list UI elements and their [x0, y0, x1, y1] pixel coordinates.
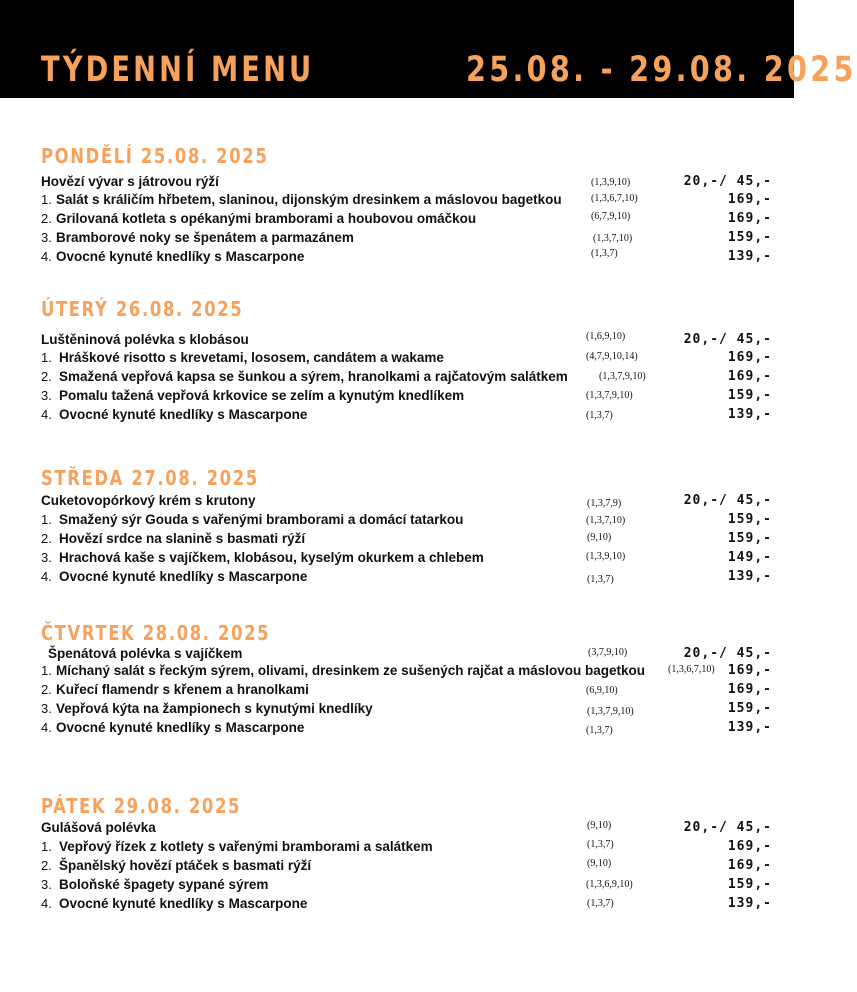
day-title-friday: PÁTEK 29.08. 2025: [41, 794, 242, 818]
day-title-wednesday: STŘEDA 27.08. 2025: [41, 466, 259, 490]
item-number: 2.: [41, 369, 52, 384]
item-allergens: (1,3,7,10): [586, 515, 626, 526]
header-bar: [0, 0, 857, 98]
menu-row: [0, 699, 794, 718]
item-price: 20,-/ 45,-: [683, 493, 772, 508]
item-price: 169,-: [727, 192, 772, 207]
item-name: Cuketovopórkový krém s krutony: [41, 493, 256, 508]
day-title-monday: PONDĚLÍ 25.08. 2025: [41, 144, 269, 168]
item-allergens: (9,10): [587, 820, 612, 831]
item-name: Hráškové risotto s krevetami, lososem, candátem a wakame: [59, 350, 444, 365]
menu-row: [0, 247, 794, 266]
item-allergens: (1,3,7,10): [593, 233, 633, 244]
item-price: 139,-: [727, 896, 772, 911]
menu-row: [0, 894, 794, 913]
item-allergens: (1,3,7,9): [587, 498, 622, 509]
item-allergens: (1,3,6,7,10): [591, 193, 638, 204]
item-name: Smažený sýr Gouda s vařenými bramborami a domácí tatarkou: [59, 512, 464, 527]
menu-row: [0, 567, 794, 586]
item-number: 1.: [41, 663, 52, 678]
item-number: 2.: [41, 211, 52, 226]
item-allergens: (1,3,7): [587, 574, 614, 585]
item-number: 3.: [41, 701, 52, 716]
item-number: 4.: [41, 249, 52, 264]
item-price: 169,-: [727, 350, 772, 365]
item-allergens: (1,3,6,7,10): [668, 664, 715, 675]
item-allergens: (1,3,9,10): [591, 177, 631, 188]
menu-row: [0, 661, 794, 680]
item-name: Kuřecí flamendr s křenem a hranolkami: [56, 682, 309, 697]
item-number: 2.: [41, 531, 52, 546]
item-number: 3.: [41, 877, 52, 892]
item-name: Ovocné kynuté knedlíky s Mascarpone: [59, 896, 308, 911]
item-name: Grilovaná kotleta s opékanými bramborami a houbovou omáčkou: [56, 211, 477, 226]
menu-row: [0, 875, 794, 894]
item-price: 159,-: [727, 531, 772, 546]
item-allergens: (1,3,7,9,10): [586, 390, 633, 401]
item-price: 169,-: [727, 211, 772, 226]
item-price: 159,-: [727, 230, 772, 245]
item-allergens: (6,7,9,10): [591, 211, 631, 222]
item-price: 20,-/ 45,-: [683, 174, 772, 189]
item-name: Míchaný salát s řeckým sýrem, olivami, dresinkem ze sušených rajčat a máslovou bagetkou: [56, 663, 646, 678]
menu-row: [0, 718, 794, 737]
menu-row: [0, 330, 794, 349]
item-number: 3.: [41, 230, 52, 245]
item-number: 2.: [41, 682, 52, 697]
item-name: Ovocné kynuté knedlíky s Mascarpone: [56, 249, 305, 264]
item-allergens: (3,7,9,10): [588, 647, 628, 658]
menu-row: [0, 818, 794, 837]
item-allergens: (9,10): [587, 532, 612, 543]
item-allergens: (1,3,7): [591, 248, 618, 259]
item-allergens: (1,3,7): [587, 898, 614, 909]
item-price: 169,-: [727, 369, 772, 384]
item-name: Hrachová kaše s vajíčkem, klobásou, kyselým okurkem a chlebem: [59, 550, 484, 565]
item-allergens: (1,3,7): [586, 725, 613, 736]
menu-row: [0, 856, 794, 875]
item-name: Ovocné kynuté knedlíky s Mascarpone: [59, 407, 308, 422]
item-allergens: (9,10): [587, 858, 612, 869]
menu-row: [0, 529, 794, 548]
item-price: 159,-: [727, 388, 772, 403]
item-price: 139,-: [727, 569, 772, 584]
item-number: 1.: [41, 512, 52, 527]
item-name: Ovocné kynuté knedlíky s Mascarpone: [56, 720, 305, 735]
item-number: 4.: [41, 720, 52, 735]
menu-row: [0, 172, 794, 191]
item-allergens: (1,3,6,9,10): [586, 879, 633, 890]
date-range: 25.08. - 29.08. 2025: [466, 50, 857, 90]
item-number: 3.: [41, 388, 52, 403]
item-number: 1.: [41, 350, 52, 365]
item-name: Pomalu tažená vepřová krkovice se zelím a kynutým knedlíkem: [59, 388, 465, 403]
item-allergens: (1,3,9,10): [586, 551, 626, 562]
menu-row: [0, 386, 794, 405]
item-number: 2.: [41, 858, 52, 873]
item-allergens: (1,3,7): [586, 410, 613, 421]
item-price: 169,-: [727, 663, 772, 678]
item-name: Boloňské špagety sypané sýrem: [59, 877, 269, 892]
menu-row: [0, 209, 794, 228]
item-price: 159,-: [727, 701, 772, 716]
menu-row: [0, 405, 794, 424]
item-name: Španělský hovězí ptáček s basmati rýží: [59, 858, 312, 873]
item-name: Hovězí srdce na slanině s basmati rýží: [59, 531, 306, 546]
menu-row: [0, 510, 794, 529]
item-price: 169,-: [727, 682, 772, 697]
item-name: Smažená vepřová kapsa se šunkou a sýrem, hranolkami a rajčatovým salátkem: [59, 369, 568, 384]
menu-row: [0, 680, 794, 699]
item-price: 20,-/ 45,-: [683, 332, 772, 347]
item-name: Bramborové noky se špenátem a parmazánem: [56, 230, 354, 245]
item-allergens: (1,3,7,9,10): [599, 371, 646, 382]
item-allergens: (1,3,7,9,10): [587, 706, 634, 717]
item-price: 139,-: [727, 249, 772, 264]
item-price: 169,-: [727, 839, 772, 854]
item-price: 139,-: [727, 407, 772, 422]
item-allergens: (6,9,10): [586, 685, 618, 696]
item-name: Ovocné kynuté knedlíky s Mascarpone: [59, 569, 308, 584]
menu-row: [0, 837, 794, 856]
menu-row: [0, 190, 794, 209]
item-allergens: (4,7,9,10,14): [586, 351, 638, 362]
item-number: 3.: [41, 550, 52, 565]
item-allergens: (1,3,7): [587, 839, 614, 850]
item-name: Vepřový řízek z kotlety s vařenými bramborami a salátkem: [59, 839, 433, 854]
item-name: Vepřová kýta na žampionech s kynutými knedlíky: [56, 701, 373, 716]
item-price: 159,-: [727, 512, 772, 527]
item-price: 149,-: [727, 550, 772, 565]
item-name: Salát s králičím hřbetem, slaninou, dijonským dresinkem a máslovou bagetkou: [56, 192, 562, 207]
item-name: Hovězí vývar s játrovou rýží: [41, 174, 219, 189]
menu-row: [0, 348, 794, 367]
item-name: Špenátová polévka s vajíčkem: [48, 646, 243, 661]
menu-row: [0, 367, 794, 386]
menu-row: [0, 491, 794, 510]
item-price: 20,-/ 45,-: [683, 820, 772, 835]
menu-row: [0, 228, 794, 247]
item-number: 1.: [41, 839, 52, 854]
menu-row: [0, 548, 794, 567]
item-price: 169,-: [727, 858, 772, 873]
item-number: 1.: [41, 192, 52, 207]
item-name: Gulášová polévka: [41, 820, 156, 835]
menu-title: TÝDENNÍ MENU: [41, 50, 315, 90]
item-number: 4.: [41, 896, 52, 911]
item-allergens: (1,6,9,10): [586, 331, 626, 342]
item-name: Luštěninová polévka s klobásou: [41, 332, 249, 347]
item-number: 4.: [41, 569, 52, 584]
item-number: 4.: [41, 407, 52, 422]
item-price: 159,-: [727, 877, 772, 892]
item-price: 20,-/ 45,-: [683, 646, 772, 661]
item-price: 139,-: [727, 720, 772, 735]
day-title-thursday: ČTVRTEK 28.08. 2025: [41, 621, 271, 645]
day-title-tuesday: ÚTERÝ 26.08. 2025: [41, 297, 244, 321]
